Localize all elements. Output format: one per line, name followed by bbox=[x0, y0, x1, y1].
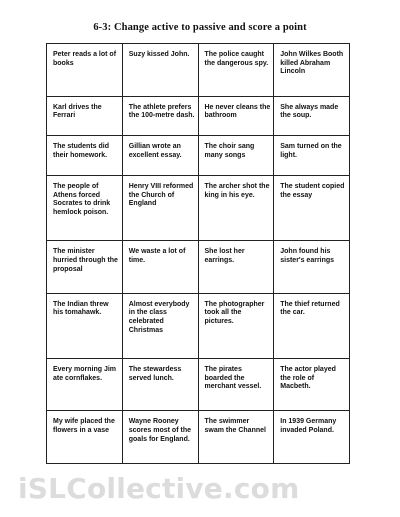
sentence-card: The minister hurried through the proposal bbox=[47, 241, 123, 294]
sentence-card: The athlete prefers the 100-metre dash. bbox=[122, 96, 198, 136]
sentence-card: Gillian wrote an excellent essay. bbox=[122, 136, 198, 176]
sentence-card: The people of Athens forced Socrates to drink hemlock poison. bbox=[47, 176, 123, 241]
sentence-card: Peter reads a lot of books bbox=[47, 44, 123, 97]
card-row bbox=[47, 293, 350, 358]
sentence-card: The stewardess served lunch. bbox=[122, 358, 198, 411]
sentence-card: The Indian threw his tomahawk. bbox=[47, 293, 123, 358]
sentence-card: She lost her earrings. bbox=[198, 241, 274, 294]
sentence-card: Sam turned on the light. bbox=[274, 136, 350, 176]
sentence-card: John found his sister's earrings bbox=[274, 241, 350, 294]
sentence-card: My wife placed the flowers in a vase bbox=[47, 411, 123, 464]
sentence-card: The pirates boarded the merchant vessel. bbox=[198, 358, 274, 411]
card-row bbox=[47, 136, 350, 176]
sentence-card: Wayne Rooney scores most of the goals for England. bbox=[122, 411, 198, 464]
site-watermark: iSLCollective.com bbox=[18, 472, 300, 505]
sentence-card: The student copied the essay bbox=[274, 176, 350, 241]
card-row bbox=[47, 44, 350, 97]
sentence-card: Every morning Jim ate cornflakes. bbox=[47, 358, 123, 411]
card-row bbox=[47, 96, 350, 136]
sentence-card: The police caught the dangerous spy. bbox=[198, 44, 274, 97]
sentence-card: Karl drives the Ferrari bbox=[47, 96, 123, 136]
sentence-card: The swimmer swam the Channel bbox=[198, 411, 274, 464]
sentence-card: She always made the soup. bbox=[274, 96, 350, 136]
sentence-card: The choir sang many songs bbox=[198, 136, 274, 176]
sentence-card: Suzy kissed John. bbox=[122, 44, 198, 97]
sentence-card: In 1939 Germany invaded Poland. bbox=[274, 411, 350, 464]
sentence-card: The students did their homework. bbox=[47, 136, 123, 176]
sentence-card: The archer shot the king in his eye. bbox=[198, 176, 274, 241]
page-title: 6-3: Change active to passive and score a point bbox=[93, 22, 307, 33]
sentence-card: He never cleans the bathroom bbox=[198, 96, 274, 136]
sentence-card: The thief returned the car. bbox=[274, 293, 350, 358]
card-row bbox=[47, 176, 350, 241]
card-row bbox=[47, 411, 350, 464]
sentence-card: The actor played the role of Macbeth. bbox=[274, 358, 350, 411]
card-row bbox=[47, 241, 350, 294]
card-row bbox=[47, 358, 350, 411]
sentence-card-grid bbox=[46, 43, 350, 464]
sentence-card: John Wilkes Booth killed Abraham Lincoln bbox=[274, 44, 350, 97]
sentence-card: The photographer took all the pictures. bbox=[198, 293, 274, 358]
sentence-card: Henry VIII reformed the Church of England bbox=[122, 176, 198, 241]
sentence-card: Almost everybody in the class celebrated Christmas bbox=[122, 293, 198, 358]
sentence-card: We waste a lot of time. bbox=[122, 241, 198, 294]
